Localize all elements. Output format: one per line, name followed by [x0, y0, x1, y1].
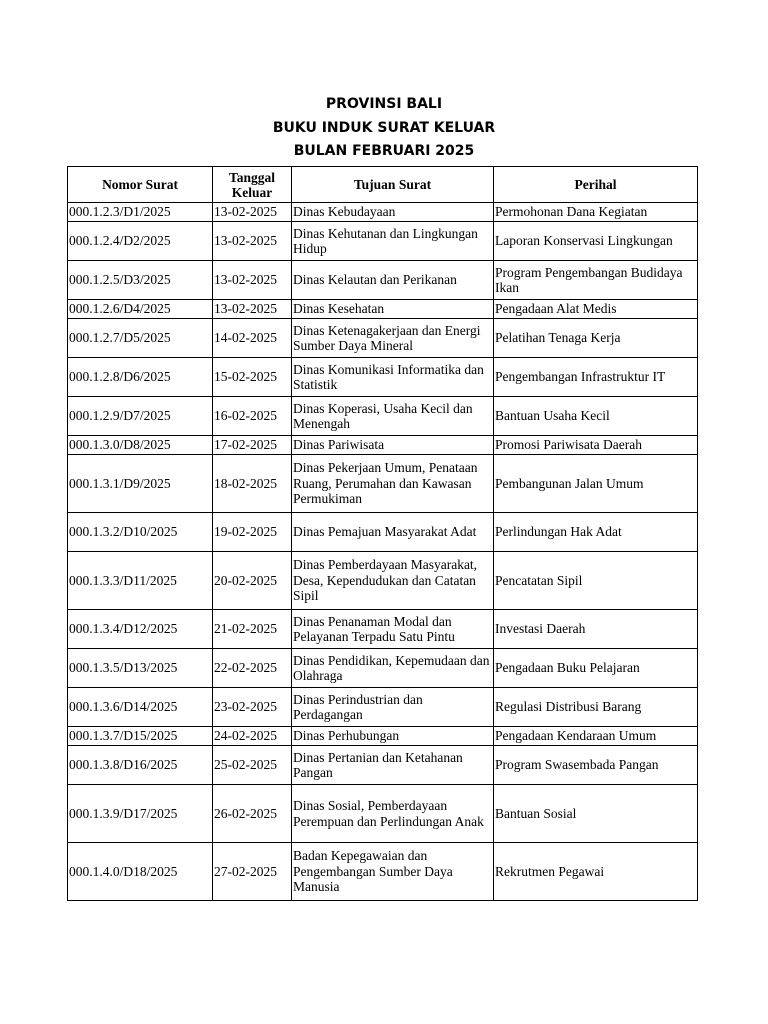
cell-tujuan-surat: Dinas Pemajuan Masyarakat Adat: [292, 513, 494, 552]
cell-tujuan-surat: Dinas Kebudayaan: [292, 203, 494, 222]
header-perihal: Perihal: [494, 167, 698, 203]
table-row: [68, 300, 698, 319]
cell-tujuan-surat: Dinas Pemberdayaan Masyarakat, Desa, Kependudukan dan Catatan Sipil: [292, 552, 494, 610]
header-nomor-surat: Nomor Surat: [68, 167, 213, 203]
cell-perihal: Program Swasembada Pangan: [494, 746, 698, 785]
cell-perihal: Laporan Konservasi Lingkungan: [494, 222, 698, 261]
cell-tanggal-keluar: 17-02-2025: [213, 436, 292, 455]
table-row: [68, 746, 698, 785]
cell-nomor-surat: 000.1.2.5/D3/2025: [68, 261, 213, 300]
cell-tanggal-keluar: 26-02-2025: [213, 785, 292, 843]
cell-nomor-surat: 000.1.2.3/D1/2025: [68, 203, 213, 222]
cell-tanggal-keluar: 15-02-2025: [213, 358, 292, 397]
cell-perihal: Program Pengembangan Budidaya Ikan: [494, 261, 698, 300]
cell-tujuan-surat: Dinas Kehutanan dan Lingkungan Hidup: [292, 222, 494, 261]
cell-nomor-surat: 000.1.3.5/D13/2025: [68, 649, 213, 688]
cell-perihal: Investasi Daerah: [494, 610, 698, 649]
header-tanggal-keluar: Tanggal Keluar: [213, 167, 292, 203]
header-tujuan-surat: Tujuan Surat: [292, 167, 494, 203]
cell-nomor-surat: 000.1.2.6/D4/2025: [68, 300, 213, 319]
cell-tujuan-surat: Dinas Kelautan dan Perikanan: [292, 261, 494, 300]
cell-perihal: Bantuan Sosial: [494, 785, 698, 843]
cell-perihal: Pembangunan Jalan Umum: [494, 455, 698, 513]
cell-tanggal-keluar: 25-02-2025: [213, 746, 292, 785]
table-row: [68, 261, 698, 300]
cell-tujuan-surat: Dinas Penanaman Modal dan Pelayanan Terpadu Satu Pintu: [292, 610, 494, 649]
cell-nomor-surat: 000.1.3.4/D12/2025: [68, 610, 213, 649]
table-row: [68, 436, 698, 455]
cell-nomor-surat: 000.1.3.8/D16/2025: [68, 746, 213, 785]
cell-perihal: Pengadaan Alat Medis: [494, 300, 698, 319]
table-row: [68, 397, 698, 436]
cell-tanggal-keluar: 13-02-2025: [213, 203, 292, 222]
table-row: [68, 649, 698, 688]
cell-tanggal-keluar: 19-02-2025: [213, 513, 292, 552]
cell-perihal: Regulasi Distribusi Barang: [494, 688, 698, 727]
cell-nomor-surat: 000.1.2.7/D5/2025: [68, 319, 213, 358]
cell-perihal: Perlindungan Hak Adat: [494, 513, 698, 552]
table-row: [68, 319, 698, 358]
outgoing-letters-table: [67, 166, 698, 901]
cell-perihal: Rekrutmen Pegawai: [494, 843, 698, 901]
cell-tujuan-surat: Badan Kepegawaian dan Pengembangan Sumber Daya Manusia: [292, 843, 494, 901]
cell-nomor-surat: 000.1.3.6/D14/2025: [68, 688, 213, 727]
cell-tujuan-surat: Dinas Pariwisata: [292, 436, 494, 455]
cell-tujuan-surat: Dinas Pertanian dan Ketahanan Pangan: [292, 746, 494, 785]
table-row: [68, 552, 698, 610]
cell-tanggal-keluar: 23-02-2025: [213, 688, 292, 727]
cell-perihal: Pengadaan Kendaraan Umum: [494, 727, 698, 746]
cell-tanggal-keluar: 18-02-2025: [213, 455, 292, 513]
cell-tujuan-surat: Dinas Koperasi, Usaha Kecil dan Menengah: [292, 397, 494, 436]
cell-perihal: Pencatatan Sipil: [494, 552, 698, 610]
cell-nomor-surat: 000.1.2.8/D6/2025: [68, 358, 213, 397]
cell-perihal: Pengembangan Infrastruktur IT: [494, 358, 698, 397]
cell-tanggal-keluar: 13-02-2025: [213, 222, 292, 261]
document-title: [0, 93, 768, 164]
cell-perihal: Bantuan Usaha Kecil: [494, 397, 698, 436]
cell-tanggal-keluar: 16-02-2025: [213, 397, 292, 436]
cell-tujuan-surat: Dinas Kesehatan: [292, 300, 494, 319]
cell-nomor-surat: 000.1.3.1/D9/2025: [68, 455, 213, 513]
cell-nomor-surat: 000.1.2.4/D2/2025: [68, 222, 213, 261]
cell-tanggal-keluar: 14-02-2025: [213, 319, 292, 358]
cell-tujuan-surat: Dinas Sosial, Pemberdayaan Perempuan dan Perlindungan Anak: [292, 785, 494, 843]
cell-perihal: Permohonan Dana Kegiatan: [494, 203, 698, 222]
table-row: [68, 455, 698, 513]
cell-nomor-surat: 000.1.3.0/D8/2025: [68, 436, 213, 455]
table-row: [68, 610, 698, 649]
title-book: BUKU INDUK SURAT KELUAR: [272, 119, 496, 136]
table-body: [68, 203, 698, 901]
table-row: [68, 843, 698, 901]
table-row: [68, 222, 698, 261]
title-province: PROVINSI BALI: [325, 96, 443, 112]
cell-tanggal-keluar: 22-02-2025: [213, 649, 292, 688]
cell-perihal: Pengadaan Buku Pelajaran: [494, 649, 698, 688]
table-row: [68, 727, 698, 746]
cell-tujuan-surat: Dinas Ketenagakerjaan dan Energi Sumber Daya Mineral: [292, 319, 494, 358]
cell-tujuan-surat: Dinas Perhubungan: [292, 727, 494, 746]
cell-nomor-surat: 000.1.3.2/D10/2025: [68, 513, 213, 552]
table-row: [68, 513, 698, 552]
cell-tujuan-surat: Dinas Pekerjaan Umum, Penataan Ruang, Perumahan dan Kawasan Permukiman: [292, 455, 494, 513]
table-row: [68, 203, 698, 222]
cell-nomor-surat: 000.1.3.7/D15/2025: [68, 727, 213, 746]
cell-nomor-surat: 000.1.4.0/D18/2025: [68, 843, 213, 901]
cell-tanggal-keluar: 24-02-2025: [213, 727, 292, 746]
table-row: [68, 358, 698, 397]
table-header-row: [68, 167, 698, 203]
cell-perihal: Promosi Pariwisata Daerah: [494, 436, 698, 455]
cell-perihal: Pelatihan Tenaga Kerja: [494, 319, 698, 358]
cell-tujuan-surat: Dinas Perindustrian dan Perdagangan: [292, 688, 494, 727]
cell-tanggal-keluar: 21-02-2025: [213, 610, 292, 649]
cell-nomor-surat: 000.1.2.9/D7/2025: [68, 397, 213, 436]
cell-tanggal-keluar: 13-02-2025: [213, 261, 292, 300]
cell-tanggal-keluar: 27-02-2025: [213, 843, 292, 901]
cell-nomor-surat: 000.1.3.3/D11/2025: [68, 552, 213, 610]
table-row: [68, 785, 698, 843]
cell-nomor-surat: 000.1.3.9/D17/2025: [68, 785, 213, 843]
cell-tanggal-keluar: 13-02-2025: [213, 300, 292, 319]
title-month: BULAN FEBRUARI 2025: [293, 143, 475, 159]
cell-tujuan-surat: Dinas Pendidikan, Kepemudaan dan Olahraga: [292, 649, 494, 688]
cell-tujuan-surat: Dinas Komunikasi Informatika dan Statistik: [292, 358, 494, 397]
cell-tanggal-keluar: 20-02-2025: [213, 552, 292, 610]
table-row: [68, 688, 698, 727]
